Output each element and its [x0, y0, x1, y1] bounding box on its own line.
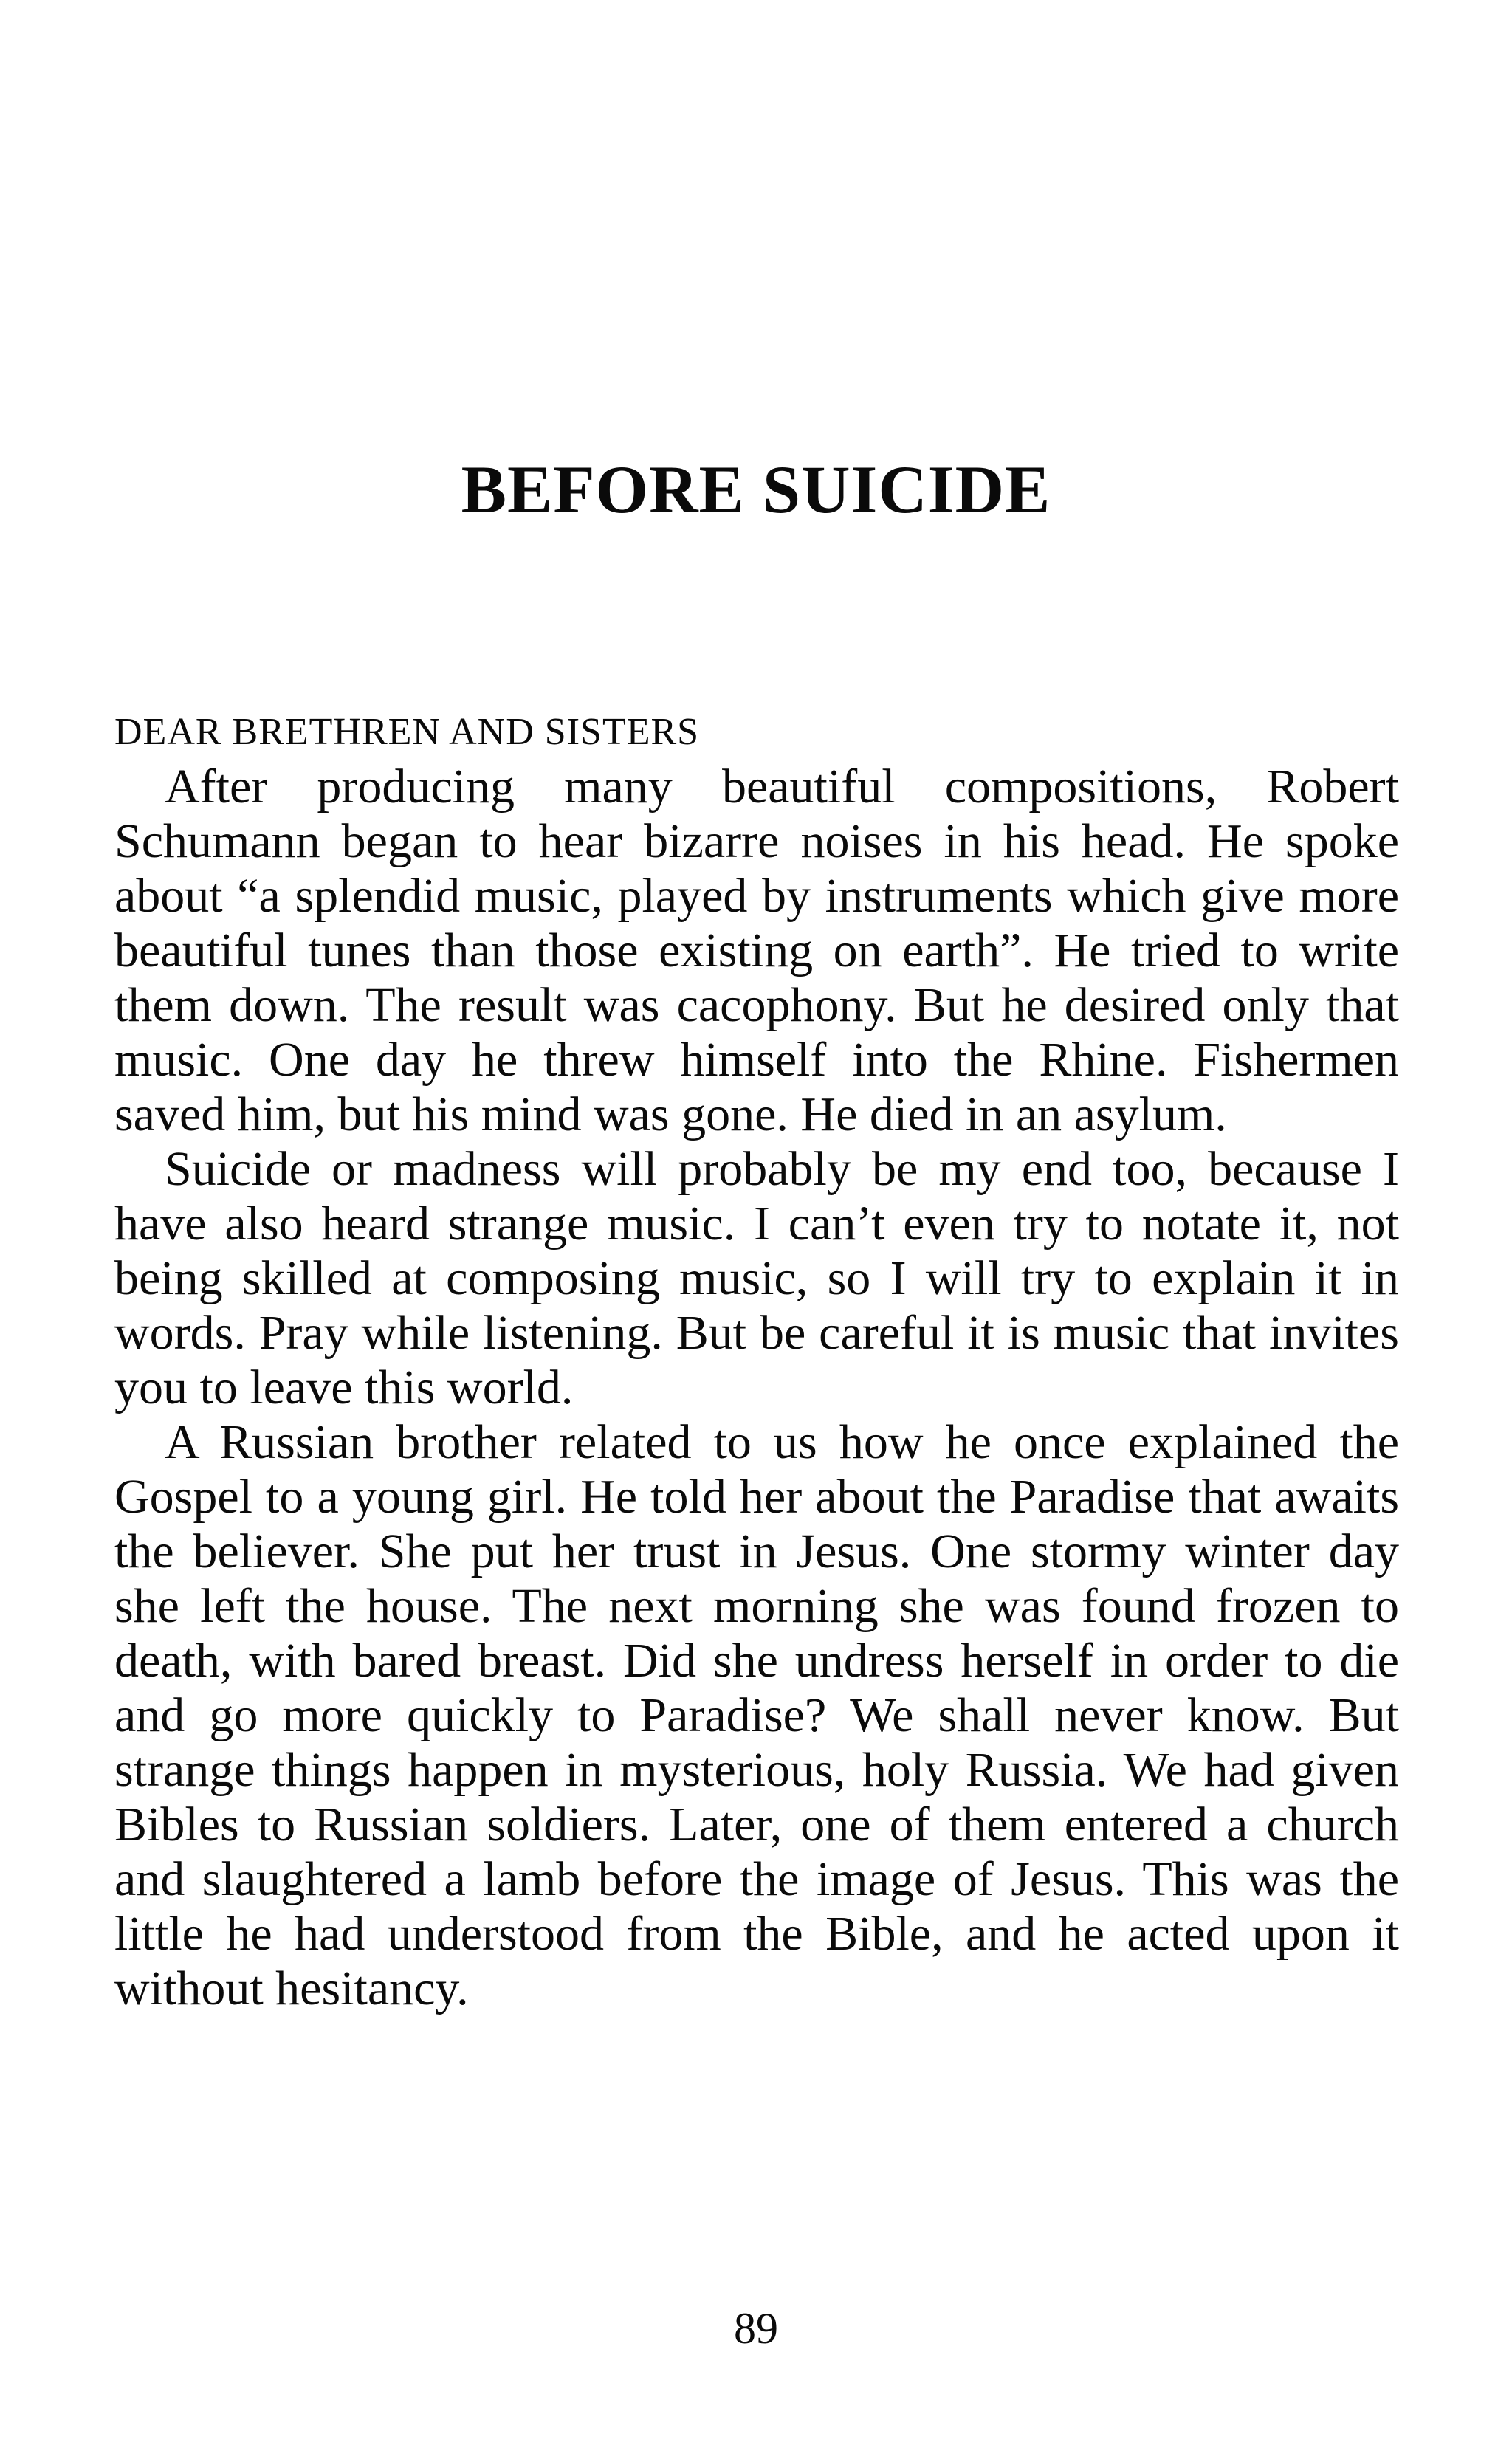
chapter-body: [114, 705, 1399, 2016]
paragraph-3: A Russian brother related to us how he once explained the Gospel to a young girl. He told her about the Paradise that awaits the believer. She put her trust in Jesus. One stormy winter day she left the house. The next morning she was found frozen to death, with bared breast. Did she undress herself in order to die and go more quickly to Paradise? We shall never know. But strange things happen in mysterious, holy Russia. We had given Bibles to Russian soldiers. Later, one of them entered a church and slaughtered a lamb before the image of Jesus. This was the little he had understood from the Bible, and he acted upon it without hesitancy.: [114, 1415, 1399, 2015]
salutation: DEAR BRETHREN AND SISTERS: [114, 711, 700, 753]
paragraph-2: Suicide or madness will probably be my end too, because I have also heard strange music. I can’t even try to notate it, not being skilled at composing music, so I will try to explain it in words. Pray while listening. But be careful it is music that invites you to leave this world.: [114, 1142, 1399, 1414]
page-number: 89: [734, 2304, 778, 2353]
paragraph-1: After producing many beautiful compositions, Robert Schumann began to hear bizarre noises in his head. He spoke about “a splendid music, played by instruments which give more beautiful tunes than those existing on earth”. He tried to write them down. The result was cacophony. But he desired only that music. One day he threw himself into the Rhine. Fishermen saved him, but his mind was gone. He died in an asylum.: [114, 760, 1399, 1141]
chapter-title: BEFORE SUICIDE: [461, 452, 1051, 527]
